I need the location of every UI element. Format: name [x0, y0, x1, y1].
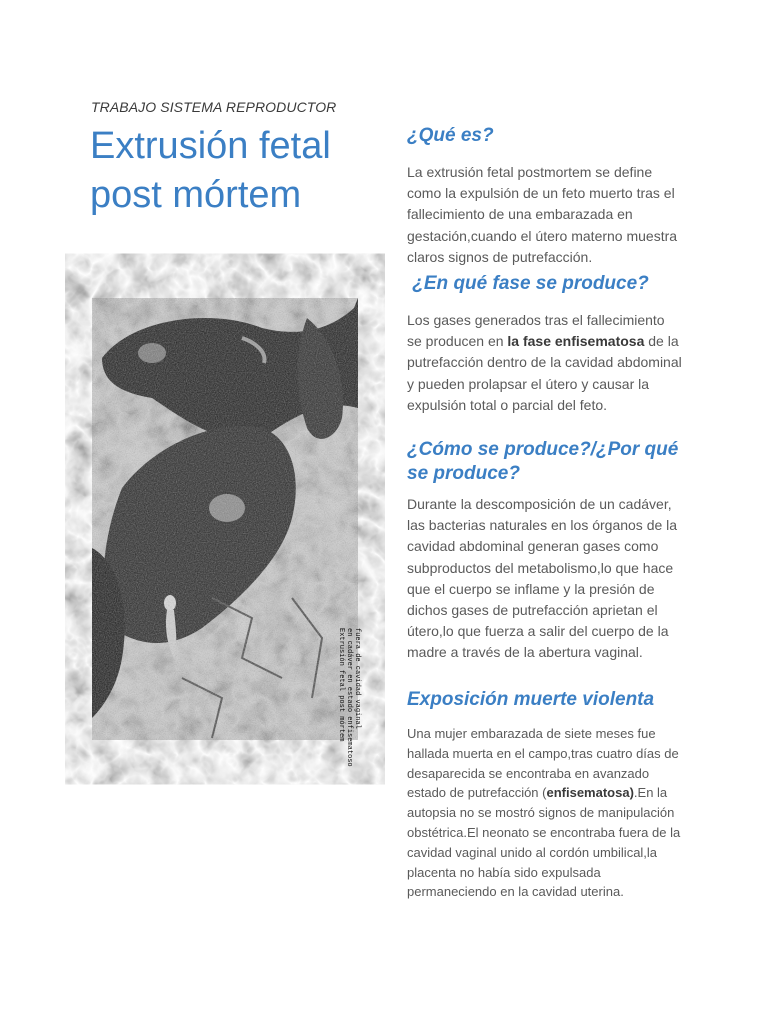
forensic-photo: [92, 298, 361, 767]
text-before: Los gases generados tras el fallecimiento se producen en: [407, 312, 665, 350]
section-heading: Exposición muerte violenta: [407, 689, 655, 710]
text-after: de la putrefacción dentro de la cavidad abdominal y pueden prolapsar el útero y causar la expulsión total o parcial del feto.: [407, 333, 682, 413]
text-after: .En la autopsia no se mostró signos de manipulación obstétrica.El neonato se encontraba fuera de la cavidad vaginal unido al cordón umbilical,la placenta no había sido expulsada permaneciendo en la cavidad uterina.: [407, 785, 681, 900]
section-text: [407, 310, 682, 416]
section-fase: [407, 272, 682, 416]
photo-caption-3: fuera de cavidad vaginal: [353, 628, 361, 729]
section-como: [407, 438, 682, 664]
document-kicker: TRABAJO SISTEMA REPRODUCTOR: [91, 99, 337, 115]
document-title: Extrusión fetal post mórtem: [90, 125, 331, 216]
section-text: [407, 724, 682, 902]
section-exposicion: [407, 688, 682, 902]
photo-illustration: [92, 298, 361, 767]
photo-caption-1: Extrusión fetal post mórtem: [337, 628, 345, 742]
text-before: Una mujer embarazada de siete meses fue hallada muerta en el campo,tras cuatro días de desaparecida se encontraba en avanzado estado de putrefacción (: [407, 726, 679, 801]
section-heading: ¿Qué es?: [407, 125, 494, 146]
section-text: La extrusión fetal postmortem se define como la expulsión de un feto muerto tras el fallecimiento de una embarazada en gestación,cuando el útero materno muestra claros signos de putrefacción.: [407, 164, 678, 265]
section-heading: ¿En qué fase se produce?: [407, 273, 649, 294]
section-heading: ¿Cómo se produce?/¿Por qué se produce?: [407, 439, 679, 484]
section-text: Durante la descomposición de un cadáver, las bacterias naturales en los órganos de la cavidad abdominal generan gases como subproductos del metabolismo,lo que hace que el cuerpo se inflame y la presión de dichos gases de putrefacción aprietan el útero,lo que fuerza a salir del cuerpo de la madre a través de la abertura vaginal.: [407, 496, 678, 661]
bold-term: enfisematosa): [546, 785, 634, 801]
bold-term: la fase enfisematosa: [507, 333, 645, 350]
section-que-es: [407, 124, 682, 268]
photo-caption-2: en cadáver en estado enfisematoso: [345, 628, 353, 767]
